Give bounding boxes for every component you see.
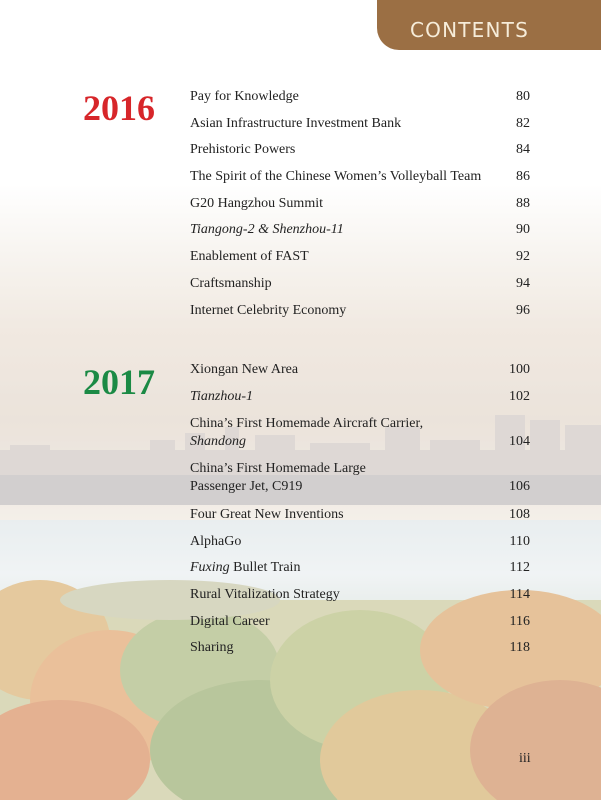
page-number: iii bbox=[519, 751, 531, 766]
toc-entry-title-line2: Shandong bbox=[190, 434, 246, 449]
toc-entry-title: Asian Infrastructure Investment Bank bbox=[190, 116, 402, 131]
toc-entry-title: Tiangong-2 & Shenzhou-11 bbox=[190, 222, 344, 237]
toc-entry-title: Craftsmanship bbox=[190, 276, 272, 291]
toc-entry[interactable] bbox=[190, 460, 530, 496]
toc-entry-page: 108 bbox=[509, 507, 530, 522]
toc-entry[interactable] bbox=[190, 639, 530, 657]
toc-entry-page: 106 bbox=[509, 479, 530, 494]
toc-entry-page: 82 bbox=[516, 116, 530, 131]
toc-entry-page: 86 bbox=[516, 169, 530, 184]
toc-entry[interactable] bbox=[190, 168, 530, 186]
toc-entry-title-emphasis: Fuxing bbox=[190, 560, 230, 575]
toc-entry-page: 94 bbox=[516, 276, 530, 291]
toc-entry[interactable] bbox=[190, 613, 530, 631]
toc-entry[interactable] bbox=[190, 115, 530, 133]
toc-entry-page: 114 bbox=[509, 587, 530, 602]
toc-entry-title: Pay for Knowledge bbox=[190, 89, 299, 104]
year-heading-2016: 2016 bbox=[83, 88, 155, 128]
toc-entry[interactable] bbox=[190, 388, 530, 406]
toc-entry-title: Rural Vitalization Strategy bbox=[190, 587, 340, 602]
toc-entry-title: G20 Hangzhou Summit bbox=[190, 196, 323, 211]
toc-entry-page: 96 bbox=[516, 303, 530, 318]
toc-entry-page: 88 bbox=[516, 196, 530, 211]
toc-entry-page: 112 bbox=[509, 560, 530, 575]
toc-entry-title bbox=[190, 559, 500, 577]
contents-title: CONTENTS bbox=[410, 18, 529, 42]
toc-entry[interactable] bbox=[190, 195, 530, 213]
toc-entry-title-line2: Passenger Jet, C919 bbox=[190, 479, 303, 494]
toc-entry[interactable] bbox=[190, 302, 530, 320]
toc-entry-title-line1: China’s First Homemade Large bbox=[190, 461, 366, 476]
toc-entry[interactable] bbox=[190, 248, 530, 266]
toc-entry-title: Digital Career bbox=[190, 614, 270, 629]
toc-entry[interactable] bbox=[190, 141, 530, 159]
toc-entry-title bbox=[190, 460, 500, 496]
toc-entry-title: Tianzhou-1 bbox=[190, 389, 254, 404]
toc-entry[interactable] bbox=[190, 533, 530, 551]
toc-entry-title: Sharing bbox=[190, 640, 234, 655]
toc-entry[interactable] bbox=[190, 221, 530, 239]
toc-entry-page: 90 bbox=[516, 222, 530, 237]
toc-entry-title: Enablement of FAST bbox=[190, 249, 309, 264]
toc-entry-title: Four Great New Inventions bbox=[190, 507, 344, 522]
toc-entry-page: 118 bbox=[509, 640, 530, 655]
toc-entry-title-line1: China’s First Homemade Aircraft Carrier, bbox=[190, 416, 424, 431]
toc-entry-page: 84 bbox=[516, 142, 530, 157]
toc-entry[interactable] bbox=[190, 506, 530, 524]
toc-entry[interactable] bbox=[190, 415, 530, 451]
toc-entry-title: The Spirit of the Chinese Women’s Volleyball Team bbox=[190, 169, 482, 184]
toc-entry-page: 102 bbox=[509, 389, 530, 404]
toc-entry-page: 92 bbox=[516, 249, 530, 264]
toc-entry-title: Internet Celebrity Economy bbox=[190, 303, 347, 318]
toc-entry-page: 110 bbox=[509, 534, 530, 549]
toc-entry[interactable] bbox=[190, 275, 530, 293]
toc-entry-page: 116 bbox=[509, 614, 530, 629]
toc-entry-title: Prehistoric Powers bbox=[190, 142, 296, 157]
toc-entry-title-rest: Bullet Train bbox=[229, 560, 301, 575]
toc-entry-page: 100 bbox=[509, 362, 530, 377]
toc-entry-title bbox=[190, 415, 500, 451]
toc-entry[interactable] bbox=[190, 559, 530, 577]
toc-entry-page: 104 bbox=[509, 434, 530, 449]
toc-entry-title: Xiongan New Area bbox=[190, 362, 299, 377]
toc-entry-title: AlphaGo bbox=[190, 534, 242, 549]
year-heading-2017: 2017 bbox=[83, 362, 155, 402]
toc-entry[interactable] bbox=[190, 88, 530, 106]
toc-entry[interactable] bbox=[190, 586, 530, 604]
toc-entry[interactable] bbox=[190, 361, 530, 379]
toc-entry-page: 80 bbox=[516, 89, 530, 104]
